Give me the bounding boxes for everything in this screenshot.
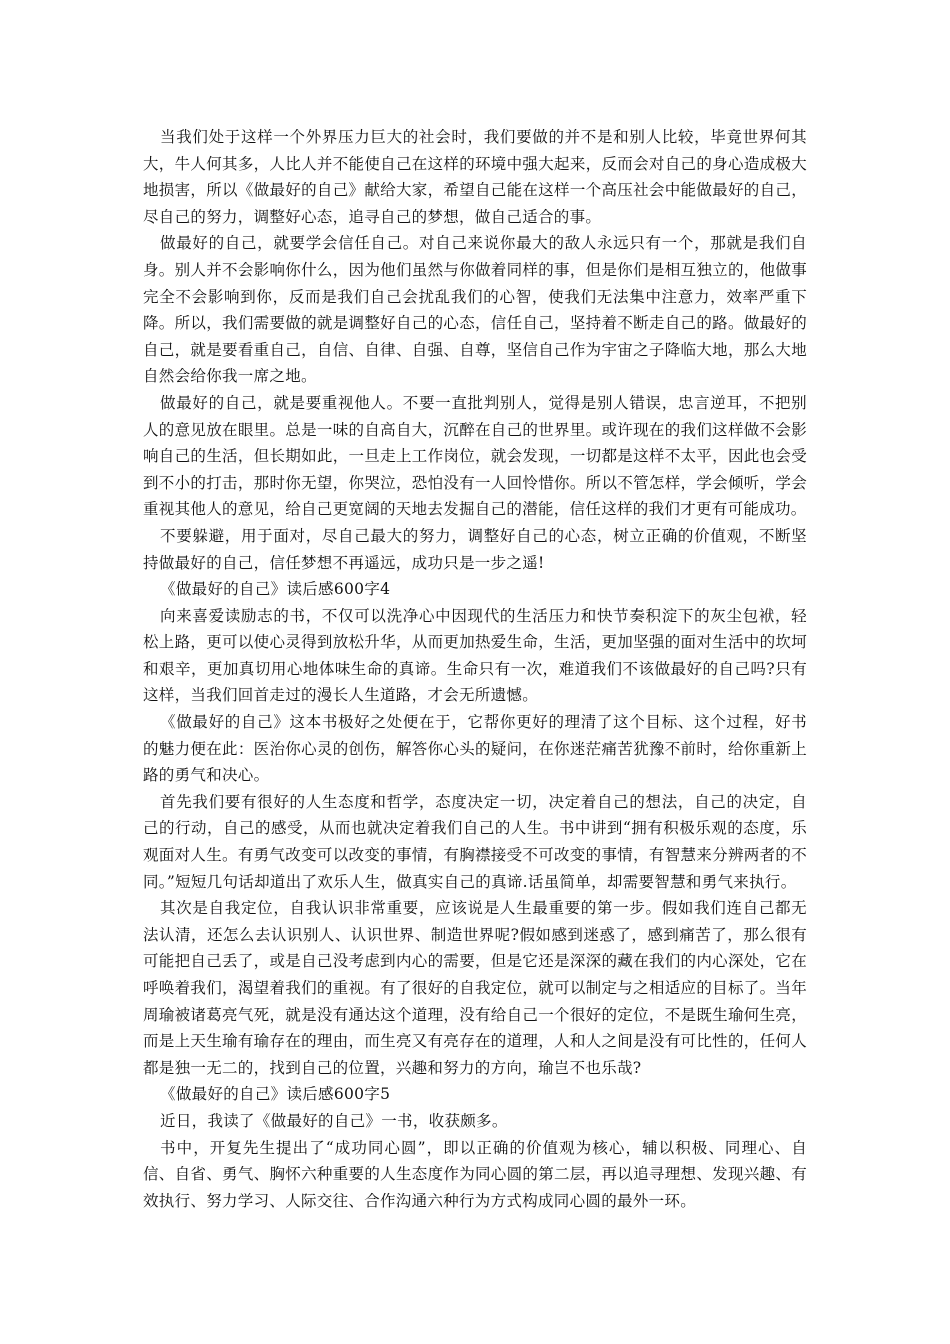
paragraph-7: 首先我们要有很好的人生态度和哲学，态度决定一切，决定着自己的想法，自己的决定，自己的行动，自己的感受，从而也就决定着我们自己的人生。书中讲到“拥有积极乐观的态度，乐观面对人生。有勇气改变可以改变的事情，有胸襟接受不可改变的事情，有智慧来分辨两者的不同。”短短几句话却道出了欢乐人生，做真实自己的真谛.话虽简单，却需要智慧和勇气来执行。 xyxy=(143,792,807,891)
section-heading-4: 《做最好的自己》读后感600字4 xyxy=(160,580,391,599)
paragraph-10: 书中，开复先生提出了“成功同心圆”，即以正确的价值观为核心，辅以积极、同理心、自信、自省、勇气、胸怀六种重要的人生态度作为同心圆的第二层，再以追寻理想、发现兴趣、有效执行、努力学习、人际交往、合作沟通六种行为方式构成同心圆的最外一环。 xyxy=(143,1138,807,1210)
paragraph-5: 向来喜爱读励志的书，不仅可以洗净心中因现代的生活压力和快节奏积淀下的灰尘包袱，轻松上路，更可以使心灵得到放松升华，从而更加热爱生命，生活，更加坚强的面对生活中的坎坷和艰辛，更加真切用心地体味生命的真谛。生命只有一次，难道我们不该做最好的自己吗?只有这样，当我们回首走过的漫长人生道路，才会无所遗憾。 xyxy=(143,606,807,705)
paragraph-9: 近日，我读了《做最好的自己》一书，收获颇多。 xyxy=(160,1111,508,1130)
paragraph-3: 做最好的自己，就是要重视他人。不要一直批判别人，觉得是别人错误，忠言逆耳，不把别人的意见放在眼里。总是一味的自高自大，沉醉在自己的世界里。或许现在的我们这样做不会影响自己的生活，但长期如此，一旦走上工作岗位，就会发现，一切都是这样不太平，因此也会受到不小的打击，那时你无望，你哭泣，恐怕没有一人回怜惜你。所以不管怎样，学会倾听，学会重视其他人的意见，给自己更宽阔的天地去发掘自己的潜能，信任这样的我们才更有可能成功。 xyxy=(143,393,807,519)
paragraph-1: 当我们处于这样一个外界压力巨大的社会时，我们要做的并不是和别人比较，毕竟世界何其大，牛人何其多，人比人并不能使自己在这样的环境中强大起来，反而会对自己的身心造成极大地损害，所以《做最好的自己》献给大家，希望自己能在这样一个高压社会中能做最好的自己，尽自己的努力，调整好心态，追寻自己的梦想，做自己适合的事。 xyxy=(143,128,807,226)
paragraph-6: 《做最好的自己》这本书极好之处便在于，它帮你更好的理清了这个目标、这个过程，好书的魅力便在此：医治你心灵的创伤，解答你心头的疑问，在你迷茫痛苦犹豫不前时，给你重新上路的勇气和决心。 xyxy=(143,713,807,785)
section-heading-5: 《做最好的自己》读后感600字5 xyxy=(160,1085,391,1104)
paragraph-4: 不要躲避，用于面对，尽自己最大的努力，调整好自己的心态，树立正确的价值观，不断坚持做最好的自己，信任梦想不再遥远，成功只是一步之遥! xyxy=(143,526,807,572)
document-body xyxy=(143,124,807,1214)
paragraph-8: 其次是自我定位，自我认识非常重要，应该说是人生最重要的第一步。假如我们连自己都无法认清，还怎么去认识别人、认识世界、制造世界呢?假如感到迷惑了，感到痛苦了，那么很有可能把自己丢了，或是自己没考虑到内心的需要，但是它还是深深的藏在我们的内心深处，它在呼唤着我们，渴望着我们的重视。有了很好的自我定位，就可以制定与之相适应的目标了。当年周瑜被诸葛亮气死，就是没有通达这个道理，没有给自己一个很好的定位，不是既生瑜何生亮，而是上天生瑜有瑜存在的理由，而生亮又有亮存在的道理，人和人之间是没有可比性的，任何人都是独一无二的，找到自己的位置，兴趣和努力的方向，瑜岂不也乐哉? xyxy=(143,899,807,1077)
paragraph-2: 做最好的自己，就要学会信任自己。对自己来说你最大的敌人永远只有一个，那就是我们自身。别人并不会影响你什么，因为他们虽然与你做着同样的事，但是你们是相互独立的，他做事完全不会影响到你，反而是我们自己会扰乱我们的心智，使我们无法集中注意力，效率严重下降。所以，我们需要做的就是调整好自己的心态，信任自己，坚持着不断走自己的路。做最好的自己，就是要看重自己，自信、自律、自强、自尊，坚信自己作为宇宙之子降临大地，那么大地自然会给你我一席之地。 xyxy=(143,234,807,386)
